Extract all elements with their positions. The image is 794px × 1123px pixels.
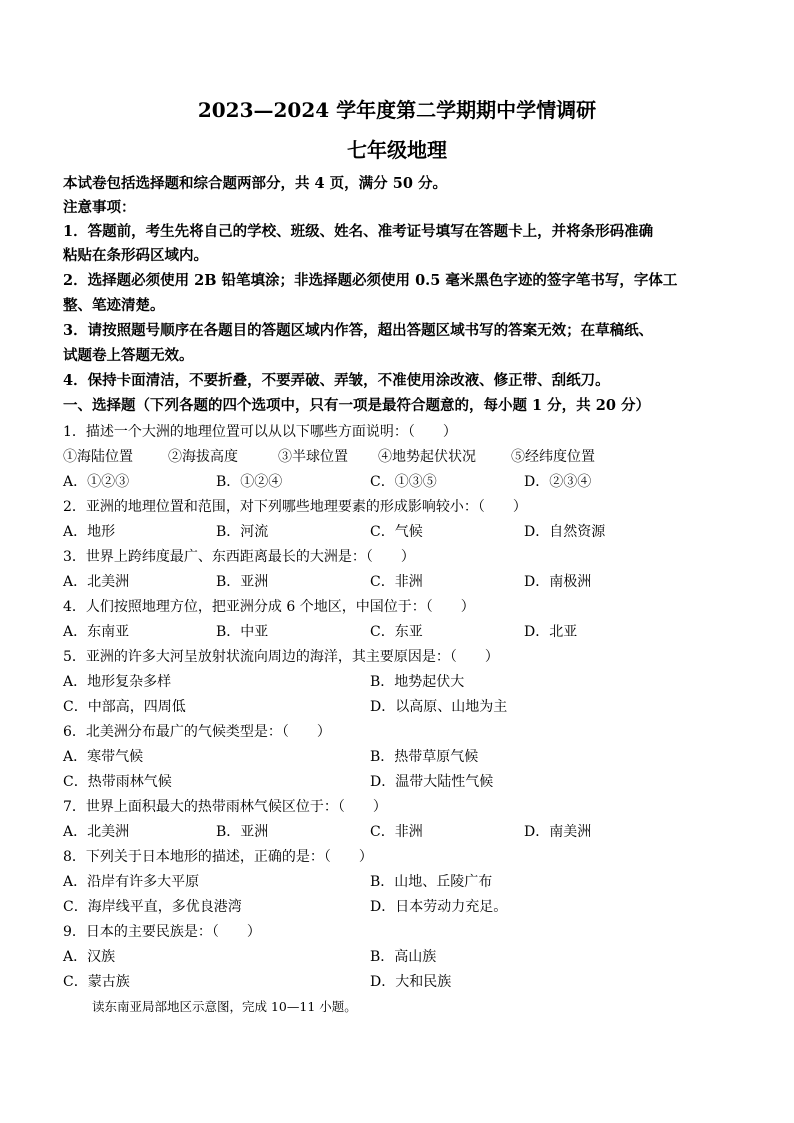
answer-option: A．寒带气候 (63, 749, 144, 765)
exam-intro: 本试卷包括选择题和综合题两部分，共 4 页，满分 50 分。 (63, 175, 447, 192)
answer-option: C．中部高，四周低 (63, 699, 186, 715)
question-stem: 2．亚洲的地理位置和范围，对下列哪些地理要素的形成影响较小：（ ） (63, 499, 527, 515)
exam-title: 2023—2024 学年度第二学期期中学情调研 (197, 98, 597, 122)
choice-item: ②海拔高度 (168, 449, 238, 465)
choice-item: ④地势起伏状况 (378, 449, 476, 465)
question-stem: 4．人们按照地理方位，把亚洲分成 6 个地区，中国位于：（ ） (63, 599, 475, 615)
answer-option: B．高山族 (370, 949, 437, 965)
question-stem: 8．下列关于日本地形的描述，正确的是：（ ） (63, 849, 373, 865)
choice-item: ③半球位置 (278, 449, 348, 465)
answer-option: D．以高原、山地为主 (370, 699, 508, 715)
choice-item: ⑤经纬度位置 (511, 449, 595, 465)
answer-option: A．沿岸有许多大平原 (63, 874, 200, 890)
answer-option: B．中亚 (216, 624, 269, 640)
answer-option: D．温带大陆性气候 (370, 774, 494, 790)
notice-line: 1．答题前，考生先将自己的学校、班级、姓名、准考证号填写在答题卡上，并将条形码准确 (63, 223, 654, 240)
answer-option: A．汉族 (63, 949, 116, 965)
answer-option: A．东南亚 (63, 624, 130, 640)
answer-option: A．①②③ (63, 474, 130, 490)
answer-option: D．大和民族 (370, 974, 452, 990)
question-stem: 9．日本的主要民族是：（ ） (63, 924, 261, 940)
question-stem: 1．描述一个大洲的地理位置可以从以下哪些方面说明：（ ） (63, 424, 457, 440)
answer-option: D．②③④ (524, 474, 592, 490)
answer-option: D．南极洲 (524, 574, 592, 590)
question-stem: 6．北美洲分布最广的气候类型是：（ ） (63, 724, 331, 740)
answer-option: C．热带雨林气候 (63, 774, 172, 790)
answer-option: A．地形复杂多样 (63, 674, 172, 690)
answer-option: B．山地、丘陵广布 (370, 874, 493, 890)
answer-option: D．北亚 (524, 624, 578, 640)
answer-option: B．亚洲 (216, 824, 269, 840)
answer-option: D．自然资源 (524, 524, 606, 540)
answer-option: B．亚洲 (216, 574, 269, 590)
notice-line: 粘贴在条形码区域内。 (63, 247, 208, 264)
answer-option: B．热带草原气候 (370, 749, 479, 765)
answer-option: C．东亚 (370, 624, 423, 640)
answer-option: A．地形 (63, 524, 116, 540)
notice-line: 4．保持卡面清洁，不要折叠，不要弄破、弄皱，不准使用涂改液、修正带、刮纸刀。 (63, 372, 610, 389)
answer-option: A．北美洲 (63, 824, 130, 840)
question-stem: 3．世界上跨纬度最广、东西距离最长的大洲是：（ ） (63, 549, 415, 565)
answer-option: D．南美洲 (524, 824, 592, 840)
notice-line: 试题卷上答题无效。 (63, 347, 194, 364)
exam-subject: 七年级地理 (347, 138, 447, 162)
answer-option: C．非洲 (370, 574, 423, 590)
question-stem: 7．世界上面积最大的热带雨林气候区位于：（ ） (63, 799, 387, 815)
answer-option: B．①②④ (216, 474, 283, 490)
answer-option: B．地势起伏大 (370, 674, 465, 690)
answer-option: C．①③⑤ (370, 474, 437, 490)
answer-option: A．北美洲 (63, 574, 130, 590)
question-stem: 5．亚洲的许多大河呈放射状流向周边的海洋，其主要原因是：（ ） (63, 649, 499, 665)
answer-option: B．河流 (216, 524, 269, 540)
notice-heading: 注意事项： (63, 199, 136, 216)
answer-option: C．气候 (370, 524, 423, 540)
section-heading: 一、选择题（下列各题的四个选项中，只有一项是最符合题意的，每小题 1 分，共 20 分） (63, 397, 650, 414)
notice-line: 3．请按照题号顺序在各题目的答题区域内作答，超出答题区域书写的答案无效；在草稿纸、 (63, 322, 654, 339)
answer-option: C．蒙古族 (63, 974, 130, 990)
map-reading-instruction: 读东南亚局部地区示意图，完成 10—11 小题。 (92, 999, 357, 1014)
answer-option: C．非洲 (370, 824, 423, 840)
notice-line: 整、笔迹清楚。 (63, 297, 165, 314)
answer-option: C．海岸线平直，多优良港湾 (63, 899, 242, 915)
answer-option: D．日本劳动力充足。 (370, 899, 508, 915)
choice-item: ①海陆位置 (63, 449, 133, 465)
notice-line: 2．选择题必须使用 2B 铅笔填涂；非选择题必须使用 0.5 毫米黑色字迹的签字笔书写，字体工 (63, 272, 678, 289)
